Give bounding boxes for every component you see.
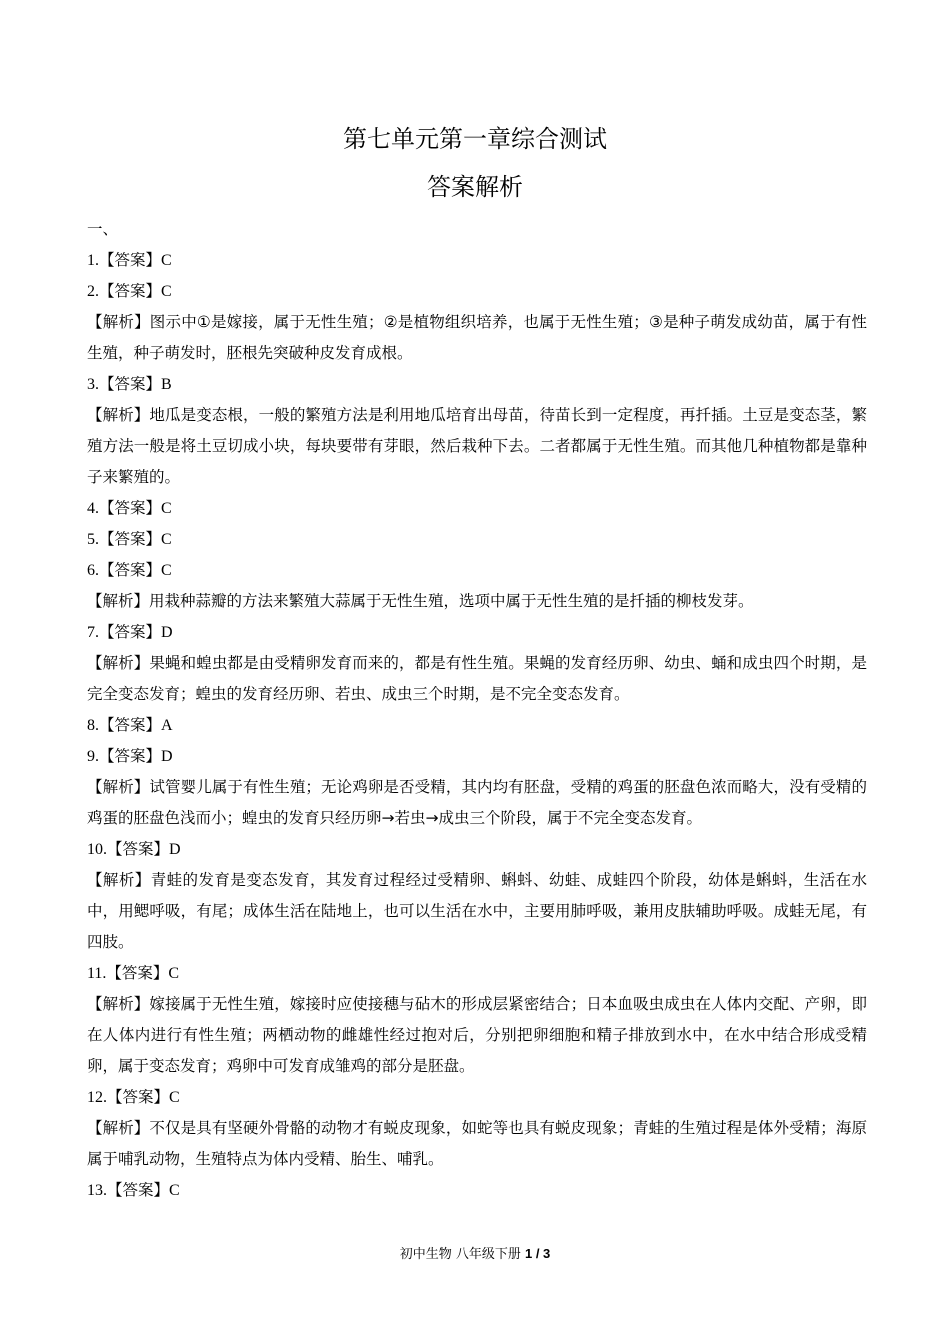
- answer-line: [87, 741, 867, 772]
- answer-line: [87, 1175, 867, 1206]
- answer-line: [87, 1082, 867, 1113]
- answer-letter: D: [169, 841, 181, 858]
- answer-line: [87, 617, 867, 648]
- answer-label: 【答案】: [99, 282, 162, 300]
- answer-label: 【答案】: [107, 1088, 170, 1106]
- answer-label: 【答案】: [99, 530, 162, 548]
- analysis-text: 【解析】不仅是具有坚硬外骨骼的动物才有蜕皮现象，如蛇等也具有蜕皮现象；青蛙的生殖过程是体外受精；海原属于哺乳动物，生殖特点为体内受精、胎生、哺乳。: [87, 1119, 867, 1168]
- answer-letter: C: [161, 252, 172, 269]
- answer-letter: D: [161, 748, 173, 765]
- page-title: 第七单元第一章综合测试: [343, 125, 607, 153]
- analysis-text: 【解析】地瓜是变态根，一般的繁殖方法是利用地瓜培育出母苗，待苗长到一定程度，再扦插。土豆是变态茎，繁殖方法一般是将土豆切成小块，每块要带有芽眼，然后栽种下去。二者都属于无性生殖。而其他几种植物都是靠种子来繁殖的。: [87, 406, 867, 486]
- answer-letter: C: [161, 562, 172, 579]
- question-number: 12.: [87, 1089, 107, 1106]
- answer-letter: C: [161, 283, 172, 300]
- question-number: 5.: [87, 531, 99, 548]
- answer-letter: C: [169, 1089, 180, 1106]
- answer-line: [87, 834, 867, 865]
- answer-label: 【答案】: [99, 716, 162, 734]
- answer-line: [87, 555, 867, 586]
- question-number: 1.: [87, 252, 99, 269]
- answer-label: 【答案】: [99, 747, 162, 765]
- answer-line: [87, 958, 867, 989]
- analysis-text: 【解析】果蝇和蝗虫都是由受精卵发育而来的，都是有性生殖。果蝇的发育经历卵、幼虫、蛹和成虫四个时期，是完全变态发育；蝗虫的发育经历卵、若虫、成虫三个时期，是不完全变态发育。: [87, 654, 867, 703]
- analysis-text: 【解析】图示中①是嫁接，属于无性生殖；②是植物组织培养，也属于无性生殖；③是种子萌发成幼苗，属于有性生殖，种子萌发时，胚根先突破种皮发育成根。: [87, 313, 867, 362]
- page-subtitle: 答案解析: [427, 173, 523, 201]
- question-number: 8.: [87, 717, 99, 734]
- section-label: 一、: [87, 220, 119, 238]
- answer-label: 【答案】: [99, 375, 162, 393]
- answer-letter: A: [161, 717, 173, 734]
- answer-line: [87, 524, 867, 555]
- answer-label: 【答案】: [99, 251, 162, 269]
- question-number: 13.: [87, 1182, 107, 1199]
- answer-label: 【答案】: [99, 561, 162, 579]
- answer-label: 【答案】: [99, 623, 162, 641]
- answer-letter: C: [169, 1182, 180, 1199]
- answer-label: 【答案】: [107, 840, 170, 858]
- analysis-text: 【解析】嫁接属于无性生殖，嫁接时应使接穗与砧木的形成层紧密结合；日本血吸虫成虫在人体内交配、产卵，即在人体内进行有性生殖；两栖动物的雌雄性经过抱对后，分别把卵细胞和精子排放到水中，在水中结合形成受精卵，属于变态发育；鸡卵中可发育成雏鸡的部分是胚盘。: [87, 995, 867, 1075]
- answer-line: [87, 493, 867, 524]
- document-body: [87, 214, 867, 1206]
- analysis-text: 【解析】青蛙的发育是变态发育，其发育过程经过受精卵、蝌蚪、幼蛙、成蛙四个阶段，幼体是蝌蚪，生活在水中，用鳃呼吸，有尾；成体生活在陆地上，也可以生活在水中，主要用肺呼吸，兼用皮肤辅助呼吸。成蛙无尾，有四肢。: [87, 871, 867, 951]
- answer-list: [87, 245, 867, 1206]
- analysis-text: 【解析】试管婴儿属于有性生殖；无论鸡卵是否受精，其内均有胚盘，受精的鸡蛋的胚盘色浓而略大，没有受精的鸡蛋的胚盘色浅而小；蝗虫的发育只经历卵→若虫→成虫三个阶段，属于不完全变态发育。: [87, 778, 867, 827]
- page-footer: [0, 1244, 950, 1265]
- answer-letter: C: [168, 965, 180, 982]
- question-number: 9.: [87, 748, 99, 765]
- question-number: 2.: [87, 283, 99, 300]
- answer-letter: C: [161, 531, 172, 548]
- answer-line: [87, 276, 867, 307]
- question-number: 3.: [87, 376, 99, 393]
- footer-subject: 初中生物 八年级下册: [399, 1247, 521, 1262]
- question-number: 10.: [87, 841, 107, 858]
- answer-line: [87, 245, 867, 276]
- analysis-text: 【解析】用栽种蒜瓣的方法来繁殖大蒜属于无性生殖，选项中属于无性生殖的是扦插的柳枝发芽。: [87, 592, 754, 610]
- answer-letter: D: [161, 624, 173, 641]
- answer-line: [87, 369, 867, 400]
- answer-label: 【答案】: [107, 1181, 170, 1199]
- question-number: 7.: [87, 624, 99, 641]
- answer-letter: C: [161, 500, 172, 517]
- question-number: 11.: [87, 965, 107, 982]
- answer-label: 【答案】: [106, 964, 169, 982]
- question-number: 6.: [87, 562, 99, 579]
- answer-label: 【答案】: [99, 499, 162, 517]
- footer-page-number: 1 / 3: [524, 1246, 551, 1261]
- question-number: 4.: [87, 500, 99, 517]
- answer-letter: B: [161, 376, 172, 393]
- answer-line: [87, 710, 867, 741]
